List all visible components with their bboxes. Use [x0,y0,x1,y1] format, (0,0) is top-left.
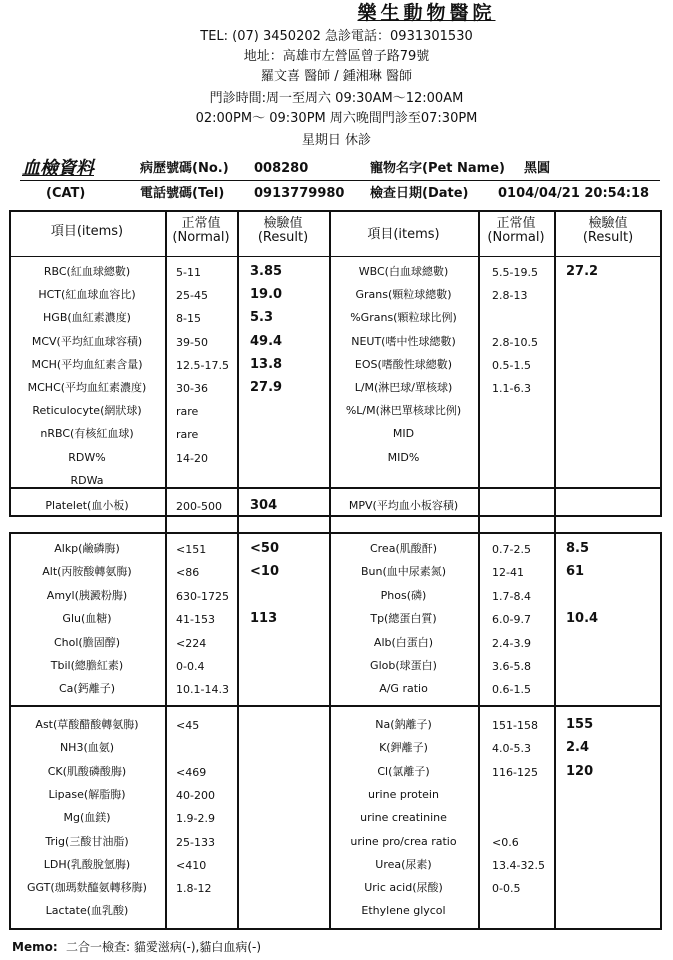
chem-left-row-range: 630-1725 [176,589,229,603]
cbc-left-row-name: MCH(平均血紅素含量) [31,357,143,371]
record-value: 008280 [254,161,309,176]
chem2-right-row-name: Na(鈉離子) [375,718,432,731]
cbc-left-row-range: 39-50 [176,335,208,349]
chem-left-row-range: <86 [176,566,200,580]
cbc-left-row-value: 3.85 [250,264,283,279]
pet-name-value: 黑圓 [524,161,551,176]
cbc-right-row-name: EOS(嗜酸性球總數) [354,357,453,371]
cbc-right-row-name: WBC(白血球總數) [358,265,449,278]
clinic-hours-1: 門診時間:周一至周六 09:30AM～12:00AM [209,91,464,106]
cbc-right-row-range: 0.5-1.5 [492,358,531,372]
chem-right-row-name: A/G ratio [379,682,428,696]
header-result-right [556,217,660,246]
header-result-label: 檢驗值 [588,216,628,231]
chem2-right-row-range: 13.4-32.5 [492,858,545,872]
memo-text: 二合一檢查: 貓愛滋病(-),貓白血病(-) [66,940,262,954]
phone-label: 電話號碼(Tel) [140,186,225,201]
col-divider-4 [478,210,480,930]
cbc-left-row-range: 12.5-17.5 [176,358,229,372]
chem-right-row-name: Bun(血中尿素氮) [360,565,447,579]
header-normal-sub: (Normal) [487,230,545,246]
header-items-right: 項目(items) [367,227,440,242]
chem-right-row-range: 12-41 [492,566,524,580]
chem-left-row-value: 113 [250,611,278,627]
chem2-left-row-range: <410 [176,858,207,872]
clinic-hours-3: 星期日 休診 [301,133,372,148]
header-normal-left [167,217,235,246]
cbc-left-row-range: 25-45 [176,289,208,303]
cbc-left-row-value: 27.9 [250,380,283,395]
platelet-row-name: Platelet(血小板) [45,499,129,512]
chem2-right-row-name: Cl(氯離子) [377,764,430,778]
chem-left-row-name: Amyl(胰澱粉脢) [46,588,128,602]
chem-right-row-range: 1.7-8.4 [492,589,531,603]
chem-right-row-range: 2.4-3.9 [492,636,531,650]
cbc-left-row-value: 19.0 [250,287,283,303]
chem2-left-row-name: Lipase(解脂脢) [48,787,126,801]
chem-right-row-range: 0.6-1.5 [492,683,531,697]
memo-label: Memo: [12,940,58,954]
cbc-left-row-range: rare [176,428,199,442]
platelet-row-range: 200-500 [176,500,222,513]
cbc-left-row-name: Reticulocyte(網狀球) [32,404,142,418]
header-normal-sub: (Normal) [172,230,230,246]
chem2-right-row-name: Uric acid(尿酸) [364,881,443,895]
chem-left-row-name: Ca(鈣離子) [58,682,115,696]
cbc-left-row-name: RDW% [68,450,106,464]
chem-right-row-name: Phos(磷) [380,588,427,602]
col-divider-1 [165,210,167,930]
cbc-right-row-range: 5.5-19.5 [492,266,538,279]
cbc-right-row-name: MID% [387,450,420,464]
header-normal-label: 正常值 [181,216,221,231]
chem2-right-row-range: 151-158 [492,719,538,732]
chem2-right-row-name: urine pro/crea ratio [350,834,457,848]
chem2-left-row-name: LDH(乳酸脫氫脢) [43,857,131,871]
chem-right-row-range: 3.6-5.8 [492,660,531,673]
pet-name-label: 寵物名字(Pet Name) [370,161,505,176]
clinic-doctors: 羅文喜 醫師 / 鍾湘琳 醫師 [261,69,412,84]
chem2-left-row-range: 1.9-2.9 [176,812,215,826]
cbc-left-row-name: HGB(血紅素濃度) [43,311,131,325]
cbc-left-row-value: 49.4 [250,333,283,349]
section-title: 血檢資料 [22,158,94,179]
chem-left-row-range: 41-153 [176,613,215,627]
cbc-right-row-name: L/M(淋巴球/單核球) [354,381,453,394]
chem2-right-row-range: 116-125 [492,765,538,779]
chem2-left-row-name: Trig(三酸甘油脂) [45,834,129,848]
cbc-left-row-range: 8-15 [176,312,201,326]
chem-left-row-range: <224 [176,636,207,650]
chem2-right-row-range: 0-0.5 [492,882,521,896]
cbc-left-row-value: 13.8 [250,356,283,372]
cbc-right-row-name: NEUT(嗜中性球總數) [351,334,456,348]
cbc-left-row-name: nRBC(有核紅血球) [40,427,134,441]
chem2-right-row-range: 4.0-5.3 [492,742,531,756]
cbc-left-row-name: MCV(平均紅血球容積) [31,334,143,348]
chem-left-row-name: Glu(血糖) [62,612,112,626]
clinic-address: 地址：高雄市左營區曾子路79號 [243,49,430,64]
header-normal-label: 正常值 [496,216,536,231]
chem2-left-row-name: NH3(血氨) [59,741,115,755]
chem-right-row-value: 8.5 [566,541,590,556]
chem-right-row-value: 61 [566,564,585,580]
chem2-left-row-name: Lactate(血乳酸) [45,904,129,918]
col-divider-5 [554,210,556,930]
chem-left-row-range: 0-0.4 [176,660,205,673]
chem2-right-row-name: Ethylene glycol [361,904,446,918]
chem2-right-row-value: 120 [566,763,594,779]
chem2-left-row-range: <469 [176,765,207,779]
cbc-left-row-name: MCHC(平均血紅素濃度) [27,381,147,394]
chem-right-row-name: Alb(白蛋白) [373,635,434,649]
header-result-label: 檢驗值 [263,216,303,231]
platelet-row-value: 304 [250,498,278,513]
chem2-right-row-name: urine protein [368,787,439,801]
cbc-right-row-range: 2.8-13 [492,289,528,303]
mpv-row-name: MPV(平均血小板容積) [348,499,459,512]
cbc-right-row-name: %Grans(顆粒球比例) [350,311,457,325]
cbc-right-row-name: %L/M(淋巴單核球比例) [345,404,462,418]
chem-left-row-name: Tbil(總膽紅素) [50,659,124,672]
header-result-sub: (Result) [582,230,634,246]
chem-right-row-name: Tp(總蛋白質) [370,612,437,626]
header-items-left: 項目(items) [50,224,124,239]
cbc-right-row-name: MID [392,427,415,441]
phone-value: 0913779980 [254,186,345,201]
chemistry-divider [9,705,662,707]
cbc-right-row-value: 27.2 [566,264,599,279]
header-divider [9,256,662,257]
header-result-left [239,217,327,246]
chem-right-row-range: 0.7-2.5 [492,543,531,556]
chem2-right-row-name: Urea(尿素) [375,857,432,871]
chem2-left-row-name: CK(肌酸磷酸脢) [47,764,127,778]
chem-left-row-range: 10.1-14.3 [176,683,229,697]
cbc-left-row-range: 14-20 [176,451,208,465]
cbc-left-row-value: 5.3 [250,310,274,326]
clinic-tel: TEL: (07) 3450202 急診電話：0931301530 [200,29,473,44]
species: (CAT) [46,186,86,201]
cbc-left-row-name: HCT(紅血球血容比) [38,288,136,302]
cbc-left-row-range: rare [176,405,199,419]
chem-right-row-name: Glob(球蛋白) [370,659,437,672]
chem2-left-row-name: Ast(草酸醋酸轉氨脢) [35,718,139,731]
chem2-left-row-range: <45 [176,719,200,732]
chem-right-row-value: 10.4 [566,611,599,627]
chem-left-row-name: Alkp(鹼磷脢) [54,542,120,555]
cbc-left-row-range: 5-11 [176,266,201,279]
cbc-left-row-name: RDWa [70,473,104,487]
chem2-left-row-range: 25-133 [176,835,215,849]
chem-left-row-value: <10 [250,564,279,580]
cbc-right-row-range: 2.8-10.5 [492,335,538,349]
info-divider [20,180,660,181]
chem-left-row-name: Alt(丙胺酸轉氨脢) [42,565,132,579]
clinic-hours-2: 02:00PM～ 09:30PM 周六晚間門診至07:30PM [195,111,478,126]
chem-left-row-range: <151 [176,543,207,556]
cbc-left-row-range: 30-36 [176,382,208,395]
chem-left-row-name: Chol(膽固醇) [53,635,121,649]
cbc-right-row-name: Grans(顆粒球總數) [355,288,452,302]
cbc-right-row-range: 1.1-6.3 [492,382,531,395]
chem-left-row-value: <50 [250,541,279,556]
col-divider-2 [237,210,239,930]
record-label: 病歷號碼(No.) [140,161,229,176]
date-value: 0104/04/21 20:54:18 [498,186,650,201]
chem2-left-row-name: Mg(血鎂) [63,811,111,825]
chem-right-row-range: 6.0-9.7 [492,613,531,627]
platelet-divider [9,487,662,489]
chem2-right-row-value: 2.4 [566,740,590,756]
chem-right-row-name: Crea(肌酸酐) [369,542,438,555]
chem2-right-row-name: K(鉀離子) [379,741,428,755]
header-normal-right [480,217,552,246]
chem2-right-row-name: urine creatinine [360,811,447,825]
clinic-name: 樂生動物醫院 [357,2,496,24]
chem2-left-row-range: 1.8-12 [176,882,212,896]
chem2-left-row-name: GGT(珈瑪麩醯氨轉移脢) [27,881,147,895]
header-result-sub: (Result) [257,230,309,246]
cbc-left-row-name: RBC(紅血球總數) [43,265,131,278]
chem2-right-row-range: <0.6 [492,835,519,849]
chem2-left-row-range: 40-200 [176,788,215,802]
chem2-right-row-value: 155 [566,717,594,732]
date-label: 檢查日期(Date) [370,186,469,201]
